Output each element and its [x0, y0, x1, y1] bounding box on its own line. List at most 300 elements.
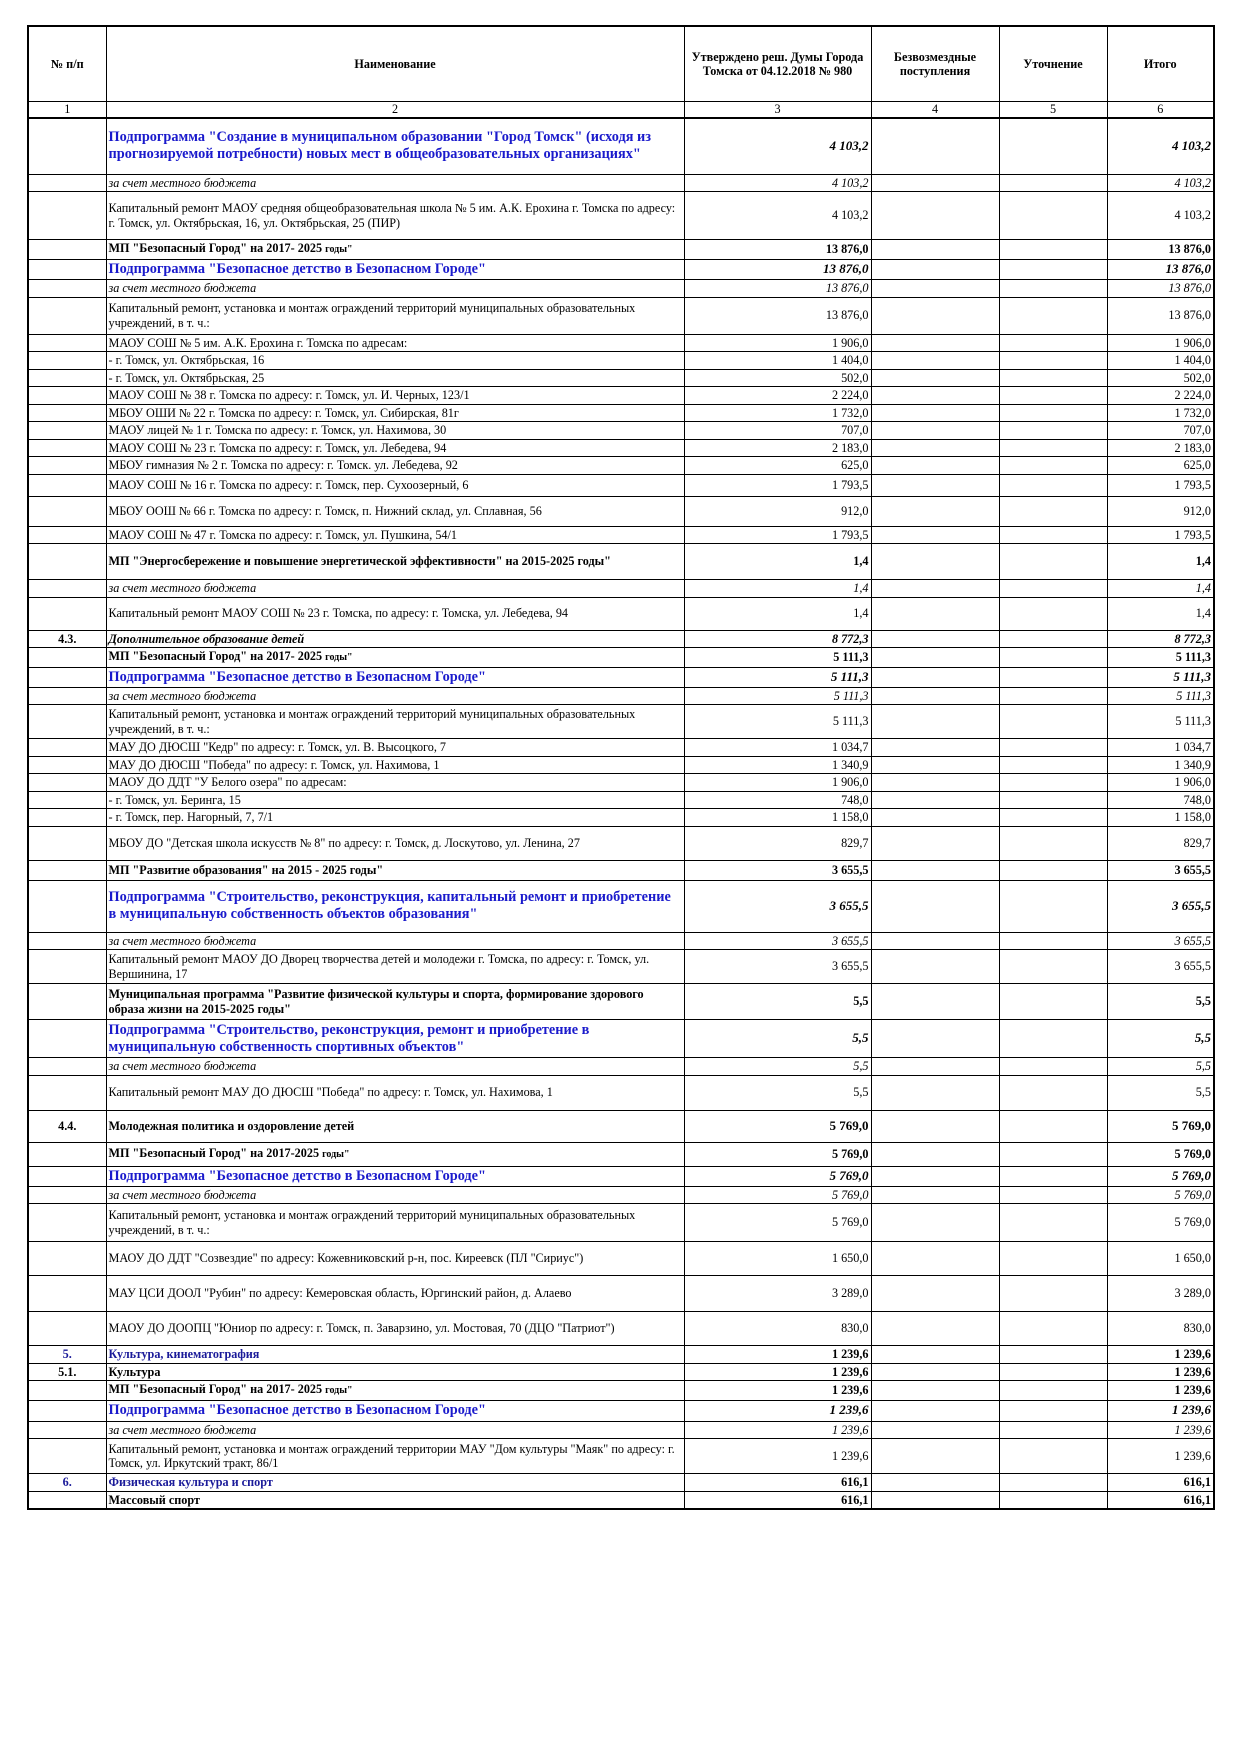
row-approved-value: 1 650,0 [684, 1242, 871, 1276]
row-total-value: 5 769,0 [1107, 1110, 1214, 1142]
row-name: МП "Развитие образования" на 2015 - 2025 годы" [106, 860, 684, 880]
row-total-value: 1 340,9 [1107, 756, 1214, 774]
row-approved-value: 5 769,0 [684, 1186, 871, 1204]
row-adjustment-value [999, 648, 1107, 668]
row-adjustment-value [999, 1276, 1107, 1312]
table-row [28, 526, 1214, 544]
row-name: за счет местного бюджета [106, 1186, 684, 1204]
table-row [28, 648, 1214, 668]
row-name: Подпрограмма "Безопасное детство в Безопасном Городе" [106, 260, 684, 280]
row-number: 4.4. [28, 1110, 106, 1142]
row-number [28, 932, 106, 950]
row-grants-value [871, 260, 999, 280]
row-approved-value: 13 876,0 [684, 280, 871, 298]
row-number [28, 739, 106, 757]
row-adjustment-value [999, 260, 1107, 280]
row-number: 4.3. [28, 630, 106, 648]
row-total-value: 616,1 [1107, 1474, 1214, 1492]
row-adjustment-value [999, 422, 1107, 440]
row-total-value: 13 876,0 [1107, 240, 1214, 260]
row-total-value: 1,4 [1107, 597, 1214, 630]
row-adjustment-value [999, 1474, 1107, 1492]
row-grants-value [871, 1491, 999, 1509]
row-name-suffix: годы" [325, 1385, 353, 1396]
row-number [28, 1020, 106, 1058]
row-total-value: 4 103,2 [1107, 192, 1214, 240]
row-grants-value [871, 474, 999, 496]
row-grants-value [871, 404, 999, 422]
row-total-value: 1 239,6 [1107, 1346, 1214, 1364]
row-name: Капитальный ремонт, установка и монтаж ограждений территорий муниципальных образовательных учреждений, в т. ч.: [106, 1204, 684, 1242]
row-number [28, 1421, 106, 1439]
row-total-value: 1 158,0 [1107, 809, 1214, 827]
row-approved-value: 830,0 [684, 1312, 871, 1346]
row-grants-value [871, 192, 999, 240]
row-grants-value [871, 1439, 999, 1474]
row-grants-value [871, 1075, 999, 1110]
row-number [28, 474, 106, 496]
row-number [28, 387, 106, 405]
row-grants-value [871, 439, 999, 457]
row-total-value: 13 876,0 [1107, 297, 1214, 334]
row-name: МП "Безопасный Город" на 2017- 2025 годы" [106, 240, 684, 260]
row-name: МАУ ЦСИ ДООЛ "Рубин" по адресу: Кемеровская область, Юргинский район, д. Алаево [106, 1276, 684, 1312]
row-grants-value [871, 1363, 999, 1381]
row-grants-value [871, 880, 999, 932]
row-grants-value [871, 580, 999, 598]
column-number: 3 [684, 102, 871, 119]
row-total-value: 502,0 [1107, 369, 1214, 387]
table-row [28, 496, 1214, 526]
row-grants-value [871, 687, 999, 705]
row-number [28, 280, 106, 298]
table-row [28, 1142, 1214, 1166]
row-total-value: 5,5 [1107, 1020, 1214, 1058]
row-name: - г. Томск, пер. Нагорный, 7, 7/1 [106, 809, 684, 827]
row-approved-value: 5 111,3 [684, 687, 871, 705]
row-grants-value [871, 984, 999, 1020]
row-number [28, 1186, 106, 1204]
row-grants-value [871, 1142, 999, 1166]
row-approved-value: 5 111,3 [684, 705, 871, 739]
row-approved-value: 5 769,0 [684, 1142, 871, 1166]
row-total-value: 5 769,0 [1107, 1166, 1214, 1186]
row-name: МБОУ ООШ № 66 г. Томска по адресу: г. Томск, п. Нижний склад, ул. Сплавная, 56 [106, 496, 684, 526]
row-number [28, 860, 106, 880]
row-approved-value: 5 769,0 [684, 1166, 871, 1186]
row-name: Дополнительное образование детей [106, 630, 684, 648]
table-row [28, 387, 1214, 405]
row-adjustment-value [999, 1312, 1107, 1346]
row-approved-value: 829,7 [684, 826, 871, 860]
row-grants-value [871, 826, 999, 860]
row-total-value: 1 793,5 [1107, 474, 1214, 496]
row-adjustment-value [999, 457, 1107, 475]
header-adjustment: Уточнение [999, 26, 1107, 102]
row-approved-value: 4 103,2 [684, 174, 871, 192]
table-row [28, 1110, 1214, 1142]
header-row [28, 26, 1214, 102]
row-grants-value [871, 457, 999, 475]
row-name: МБОУ ДО "Детская школа искусств № 8" по адресу: г. Томск, д. Лоскутово, ул. Ленина, 27 [106, 826, 684, 860]
row-number [28, 705, 106, 739]
row-name: МБОУ гимназия № 2 г. Томска по адресу: г. Томск. ул. Лебедева, 92 [106, 457, 684, 475]
column-number: 2 [106, 102, 684, 119]
row-approved-value: 3 655,5 [684, 932, 871, 950]
row-name: Подпрограмма "Безопасное детство в Безопасном Городе" [106, 1166, 684, 1186]
row-name: МП "Безопасный Город" на 2017-2025 годы" [106, 1142, 684, 1166]
row-grants-value [871, 648, 999, 668]
column-number: 4 [871, 102, 999, 119]
row-number: 6. [28, 1474, 106, 1492]
row-grants-value [871, 334, 999, 352]
row-total-value: 748,0 [1107, 791, 1214, 809]
row-number [28, 297, 106, 334]
row-name-suffix: годы" [325, 652, 353, 663]
column-number: 5 [999, 102, 1107, 119]
header-name: Наименование [106, 26, 684, 102]
row-adjustment-value [999, 496, 1107, 526]
row-number [28, 334, 106, 352]
row-approved-value: 1 906,0 [684, 774, 871, 792]
table-row [28, 580, 1214, 598]
row-adjustment-value [999, 580, 1107, 598]
row-total-value: 707,0 [1107, 422, 1214, 440]
row-adjustment-value [999, 1491, 1107, 1509]
row-approved-value: 1 793,5 [684, 474, 871, 496]
table-row [28, 774, 1214, 792]
table-row [28, 544, 1214, 580]
row-name: за счет местного бюджета [106, 580, 684, 598]
row-approved-value: 2 183,0 [684, 439, 871, 457]
row-approved-value: 3 289,0 [684, 1276, 871, 1312]
row-number [28, 1166, 106, 1186]
row-grants-value [871, 387, 999, 405]
row-name: Капитальный ремонт, установка и монтаж ограждений территорий муниципальных образовательных учреждений, в т. ч.: [106, 297, 684, 334]
row-name: МАОУ ДО ДООПЦ "Юниор по адресу: г. Томск, п. Заварзино, ул. Мостовая, 70 (ДЦО "Патриот") [106, 1312, 684, 1346]
row-name: - г. Томск, ул. Октябрьская, 16 [106, 352, 684, 370]
column-number: 6 [1107, 102, 1214, 119]
row-number [28, 580, 106, 598]
table-row [28, 439, 1214, 457]
row-adjustment-value [999, 880, 1107, 932]
table-row [28, 1439, 1214, 1474]
row-total-value: 1 906,0 [1107, 334, 1214, 352]
table-row [28, 1058, 1214, 1076]
row-adjustment-value [999, 369, 1107, 387]
row-approved-value: 8 772,3 [684, 630, 871, 648]
row-approved-value: 1 239,6 [684, 1363, 871, 1381]
row-total-value: 3 655,5 [1107, 932, 1214, 950]
table-row [28, 756, 1214, 774]
row-number [28, 1242, 106, 1276]
table-row [28, 791, 1214, 809]
table-row [28, 404, 1214, 422]
row-approved-value: 1 239,6 [684, 1381, 871, 1401]
row-number [28, 369, 106, 387]
row-total-value: 5 111,3 [1107, 687, 1214, 705]
row-total-value: 3 655,5 [1107, 880, 1214, 932]
row-number [28, 1142, 106, 1166]
table-row [28, 1242, 1214, 1276]
row-number [28, 950, 106, 984]
row-approved-value: 1 793,5 [684, 526, 871, 544]
row-grants-value [871, 932, 999, 950]
table-row [28, 1075, 1214, 1110]
row-grants-value [871, 950, 999, 984]
row-adjustment-value [999, 1075, 1107, 1110]
row-adjustment-value [999, 352, 1107, 370]
row-approved-value: 13 876,0 [684, 297, 871, 334]
table-row [28, 667, 1214, 687]
row-name: МАОУ СОШ № 38 г. Томска по адресу: г. Томск, ул. И. Черных, 123/1 [106, 387, 684, 405]
row-approved-value: 5 111,3 [684, 648, 871, 668]
row-approved-value: 4 103,2 [684, 192, 871, 240]
table-row [28, 457, 1214, 475]
row-adjustment-value [999, 774, 1107, 792]
row-number [28, 1204, 106, 1242]
table-row [28, 369, 1214, 387]
row-grants-value [871, 1400, 999, 1421]
row-number [28, 422, 106, 440]
row-number [28, 404, 106, 422]
row-adjustment-value [999, 1381, 1107, 1401]
table-row [28, 705, 1214, 739]
header-total: Итого [1107, 26, 1214, 102]
row-grants-value [871, 630, 999, 648]
row-grants-value [871, 809, 999, 827]
table-row [28, 687, 1214, 705]
row-total-value: 5,5 [1107, 1075, 1214, 1110]
row-adjustment-value [999, 334, 1107, 352]
row-approved-value: 13 876,0 [684, 240, 871, 260]
row-total-value: 830,0 [1107, 1312, 1214, 1346]
row-total-value: 8 772,3 [1107, 630, 1214, 648]
row-total-value: 1 793,5 [1107, 526, 1214, 544]
row-adjustment-value [999, 387, 1107, 405]
table-row [28, 950, 1214, 984]
row-number [28, 687, 106, 705]
row-name: - г. Томск, ул. Октябрьская, 25 [106, 369, 684, 387]
row-number [28, 826, 106, 860]
row-name: - г. Томск, ул. Беринга, 15 [106, 791, 684, 809]
row-approved-value: 5,5 [684, 984, 871, 1020]
table-row [28, 174, 1214, 192]
row-total-value: 1,4 [1107, 544, 1214, 580]
row-number [28, 260, 106, 280]
row-name: за счет местного бюджета [106, 174, 684, 192]
row-grants-value [871, 667, 999, 687]
table-row [28, 630, 1214, 648]
row-name: Капитальный ремонт МАОУ ДО Дворец творчества детей и молодежи г. Томска, по адресу: г. Томск, ул. Вершинина, 17 [106, 950, 684, 984]
table-row [28, 1186, 1214, 1204]
row-adjustment-value [999, 739, 1107, 757]
row-approved-value: 5,5 [684, 1058, 871, 1076]
row-number [28, 496, 106, 526]
row-adjustment-value [999, 1020, 1107, 1058]
table-row [28, 192, 1214, 240]
table-row [28, 597, 1214, 630]
row-grants-value [871, 240, 999, 260]
row-approved-value: 1 340,9 [684, 756, 871, 774]
row-adjustment-value [999, 1058, 1107, 1076]
row-name: МАОУ СОШ № 5 им. А.К. Ерохина г. Томска по адресам: [106, 334, 684, 352]
row-number [28, 118, 106, 174]
header-grants: Безвозмездные поступления [871, 26, 999, 102]
row-name: за счет местного бюджета [106, 1421, 684, 1439]
row-name: МАОУ СОШ № 47 г. Томска по адресу: г. Томск, ул. Пушкина, 54/1 [106, 526, 684, 544]
row-total-value: 4 103,2 [1107, 174, 1214, 192]
row-total-value: 5,5 [1107, 1058, 1214, 1076]
row-total-value: 616,1 [1107, 1491, 1214, 1509]
row-adjustment-value [999, 1400, 1107, 1421]
row-adjustment-value [999, 404, 1107, 422]
row-approved-value: 3 655,5 [684, 860, 871, 880]
row-adjustment-value [999, 1363, 1107, 1381]
header-number: № п/п [28, 26, 106, 102]
row-adjustment-value [999, 630, 1107, 648]
row-total-value: 1 239,6 [1107, 1421, 1214, 1439]
row-number: 5.1. [28, 1363, 106, 1381]
row-name: МАОУ лицей № 1 г. Томска по адресу: г. Томск, ул. Нахимова, 30 [106, 422, 684, 440]
row-approved-value: 3 655,5 [684, 950, 871, 984]
row-name: Подпрограмма "Строительство, реконструкция, капитальный ремонт и приобретение в муниципальную собственность объектов образования" [106, 880, 684, 932]
row-approved-value: 616,1 [684, 1491, 871, 1509]
row-name: МАОУ СОШ № 16 г. Томска по адресу: г. Томск, пер. Сухоозерный, 6 [106, 474, 684, 496]
table-row [28, 984, 1214, 1020]
row-grants-value [871, 1474, 999, 1492]
row-name: Муниципальная программа "Развитие физической культуры и спорта, формирование здорового образа жизни на 2015-2025 годы" [106, 984, 684, 1020]
row-name: МАОУ СОШ № 23 г. Томска по адресу: г. Томск, ул. Лебедева, 94 [106, 439, 684, 457]
row-approved-value: 1 239,6 [684, 1439, 871, 1474]
row-grants-value [871, 1058, 999, 1076]
row-total-value: 912,0 [1107, 496, 1214, 526]
row-grants-value [871, 1346, 999, 1364]
table-row [28, 1276, 1214, 1312]
row-name: за счет местного бюджета [106, 932, 684, 950]
row-grants-value [871, 1186, 999, 1204]
row-number [28, 880, 106, 932]
row-adjustment-value [999, 826, 1107, 860]
row-grants-value [871, 526, 999, 544]
budget-table-page [27, 25, 1213, 1510]
table-row [28, 1474, 1214, 1492]
row-grants-value [871, 705, 999, 739]
row-name: Подпрограмма "Строительство, реконструкция, ремонт и приобретение в муниципальную собственность спортивных объектов" [106, 1020, 684, 1058]
row-adjustment-value [999, 860, 1107, 880]
row-name: Культура [106, 1363, 684, 1381]
row-adjustment-value [999, 950, 1107, 984]
table-row [28, 118, 1214, 174]
row-grants-value [871, 1312, 999, 1346]
row-name: Подпрограмма "Безопасное детство в Безопасном Городе" [106, 1400, 684, 1421]
row-approved-value: 707,0 [684, 422, 871, 440]
row-adjustment-value [999, 118, 1107, 174]
table-row [28, 932, 1214, 950]
row-name: МП "Энергосбережение и повышение энергетической эффективности" на 2015-2025 годы" [106, 544, 684, 580]
row-adjustment-value [999, 1110, 1107, 1142]
row-approved-value: 1,4 [684, 544, 871, 580]
row-grants-value [871, 280, 999, 298]
row-number [28, 1276, 106, 1312]
row-adjustment-value [999, 439, 1107, 457]
table-row [28, 860, 1214, 880]
row-approved-value: 2 224,0 [684, 387, 871, 405]
row-adjustment-value [999, 1439, 1107, 1474]
row-grants-value [871, 739, 999, 757]
row-grants-value [871, 756, 999, 774]
row-name-suffix: годы" [325, 244, 353, 256]
row-adjustment-value [999, 809, 1107, 827]
row-adjustment-value [999, 756, 1107, 774]
table-row [28, 1346, 1214, 1364]
row-adjustment-value [999, 174, 1107, 192]
row-number [28, 809, 106, 827]
table-row [28, 260, 1214, 280]
row-total-value: 1 404,0 [1107, 352, 1214, 370]
row-name: Капитальный ремонт МАОУ средняя общеобразовательная школа № 5 им. А.К. Ерохина г. Томска по адресу: г. Томск, ул. Октябрьская, 16, ул. Октябрьская, 25 (ПИР) [106, 192, 684, 240]
row-adjustment-value [999, 1204, 1107, 1242]
row-approved-value: 5 769,0 [684, 1204, 871, 1242]
column-number-row [28, 102, 1214, 119]
row-total-value: 1 239,6 [1107, 1381, 1214, 1401]
row-grants-value [871, 1276, 999, 1312]
row-grants-value [871, 297, 999, 334]
table-row [28, 474, 1214, 496]
row-grants-value [871, 352, 999, 370]
row-total-value: 1 239,6 [1107, 1439, 1214, 1474]
table-row [28, 826, 1214, 860]
row-name: МАУ ДО ДЮСШ "Кедр" по адресу: г. Томск, ул. В. Высоцкого, 7 [106, 739, 684, 757]
row-name: Культура, кинематография [106, 1346, 684, 1364]
table-row [28, 1363, 1214, 1381]
table-row [28, 880, 1214, 932]
row-total-value: 5 769,0 [1107, 1186, 1214, 1204]
row-adjustment-value [999, 544, 1107, 580]
row-total-value: 2 224,0 [1107, 387, 1214, 405]
row-adjustment-value [999, 984, 1107, 1020]
row-number [28, 526, 106, 544]
row-total-value: 1 239,6 [1107, 1363, 1214, 1381]
row-grants-value [871, 422, 999, 440]
row-name: Физическая культура и спорт [106, 1474, 684, 1492]
row-grants-value [871, 860, 999, 880]
row-number [28, 1312, 106, 1346]
row-adjustment-value [999, 1166, 1107, 1186]
row-total-value: 3 289,0 [1107, 1276, 1214, 1312]
row-name: Подпрограмма "Создание в муниципальном образовании "Город Томск" (исходя из прогнозируемой потребности) новых мест в общеобразовательных организациях" [106, 118, 684, 174]
table-row [28, 334, 1214, 352]
row-approved-value: 748,0 [684, 791, 871, 809]
row-adjustment-value [999, 297, 1107, 334]
row-total-value: 5 111,3 [1107, 667, 1214, 687]
row-adjustment-value [999, 240, 1107, 260]
row-total-value: 3 655,5 [1107, 950, 1214, 984]
row-approved-value: 13 876,0 [684, 260, 871, 280]
row-adjustment-value [999, 280, 1107, 298]
row-total-value: 4 103,2 [1107, 118, 1214, 174]
row-approved-value: 3 655,5 [684, 880, 871, 932]
row-number [28, 667, 106, 687]
row-number [28, 439, 106, 457]
row-adjustment-value [999, 667, 1107, 687]
row-adjustment-value [999, 474, 1107, 496]
row-adjustment-value [999, 1186, 1107, 1204]
row-name: за счет местного бюджета [106, 687, 684, 705]
table-row [28, 352, 1214, 370]
row-total-value: 1 650,0 [1107, 1242, 1214, 1276]
row-grants-value [871, 1110, 999, 1142]
